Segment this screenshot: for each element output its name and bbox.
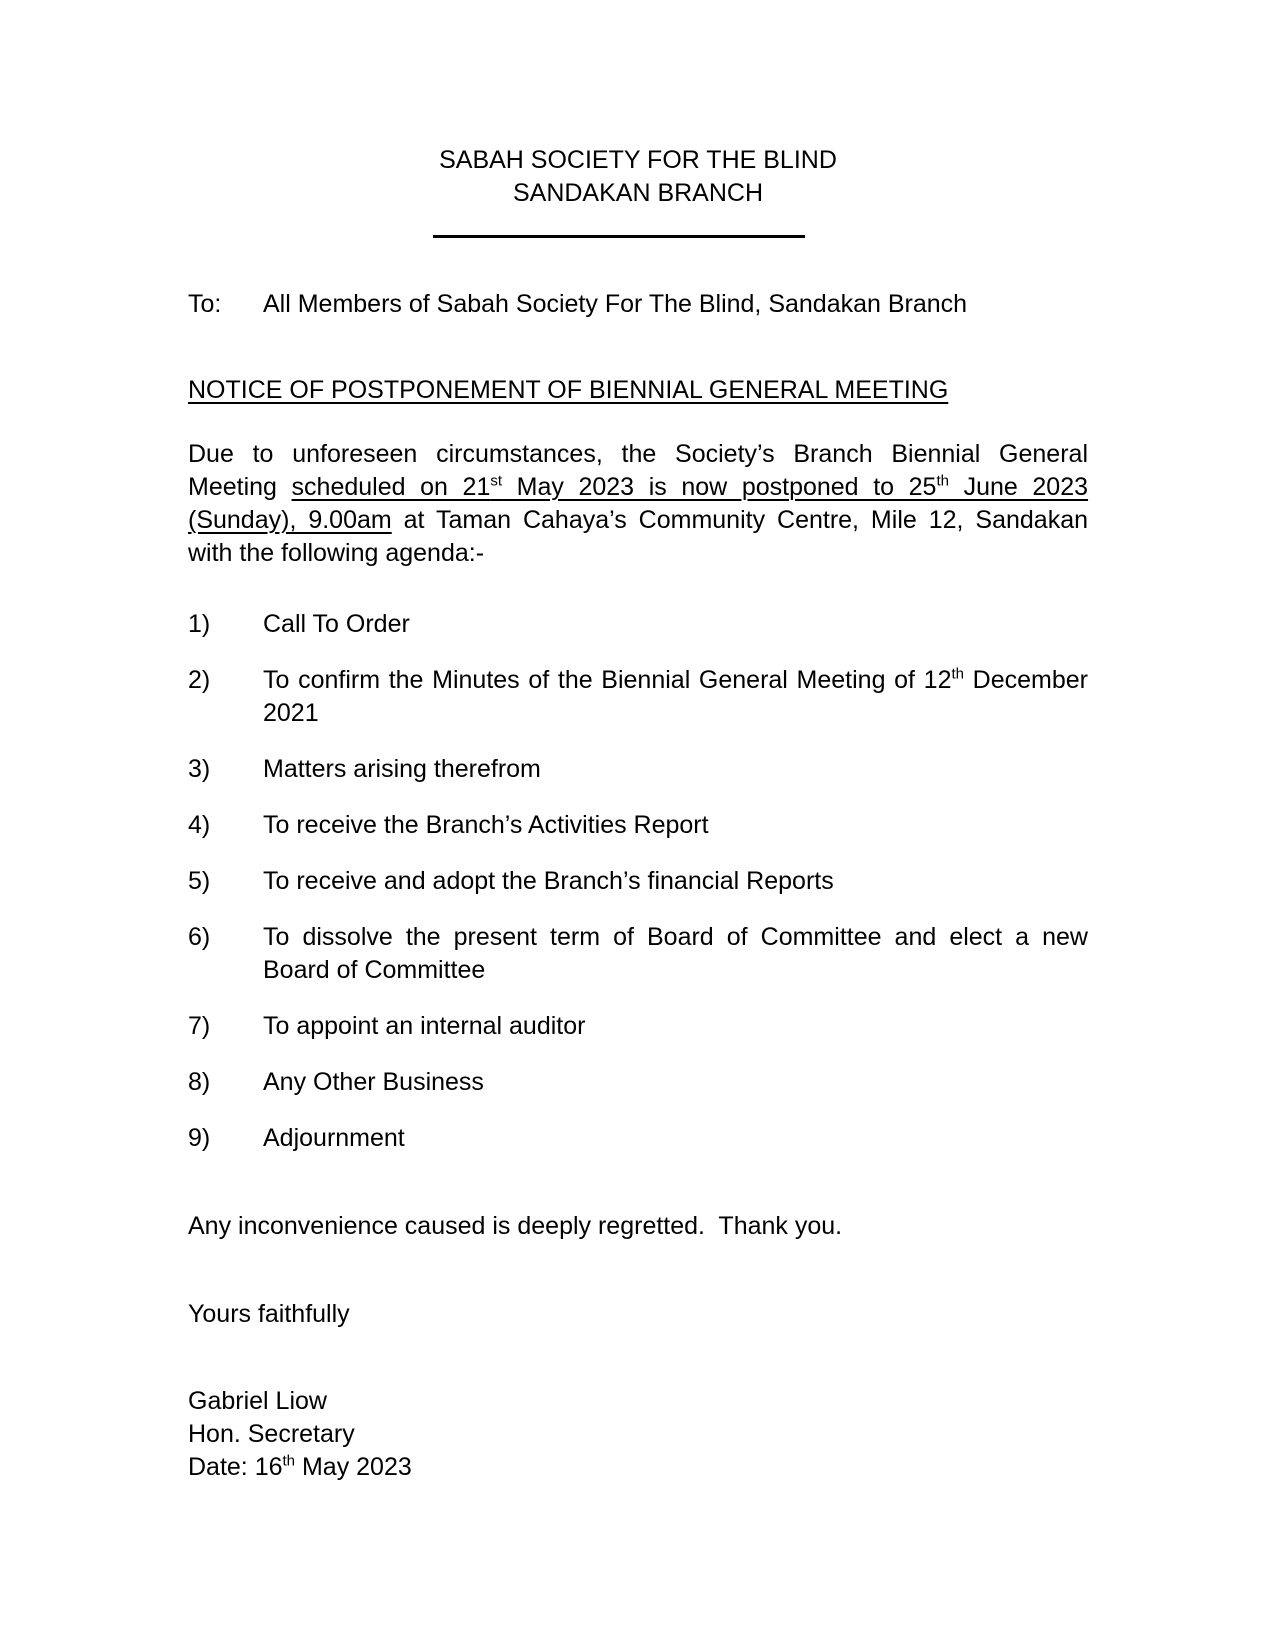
org-name: SABAH SOCIETY FOR THE BLIND [439,146,837,174]
agenda-item-number: 6) [188,923,211,951]
recipient-label: To: [188,290,222,318]
signatory-name: Gabriel Liow [188,1387,327,1415]
agenda-item [188,608,1088,641]
branch-name: SANDAKAN BRANCH [512,179,764,207]
agenda-item [188,865,1088,898]
recipient-line [188,288,1088,321]
apology-line: Any inconvenience caused is deeply regretted. Thank you. [188,1212,843,1240]
agenda-item [188,1122,1088,1155]
header-divider [433,235,805,238]
agenda-item-text: To receive and adopt the Branch’s financial Reports [263,867,834,895]
agenda-item-number: 1) [188,610,211,638]
agenda-item-text: To dissolve the present term of Board of Committee and elect a new Board of Committee [263,923,1088,984]
agenda-list [188,608,1088,1155]
agenda-item-text: Call To Order [263,610,410,638]
agenda-item-number: 5) [188,867,211,895]
subject-heading: NOTICE OF POSTPONEMENT OF BIENNIAL GENERAL MEETING [188,376,949,404]
signature-block [188,1385,1088,1484]
agenda-item [188,753,1088,786]
agenda-item [188,921,1088,987]
date-line: Date: 16th May 2023 [188,1452,412,1481]
agenda-item-number: 2) [188,666,211,694]
agenda-item-text: Matters arising therefrom [263,755,541,783]
agenda-item-number: 4) [188,811,211,839]
recipient-value: All Members of Sabah Society For The Blind, Sandakan Branch [263,290,968,318]
agenda-item [188,664,1088,730]
agenda-item-number: 9) [188,1124,211,1152]
agenda-item [188,809,1088,842]
agenda-item-text: To appoint an internal auditor [263,1012,586,1040]
letterhead [188,144,1088,238]
agenda-item [188,1066,1088,1099]
valediction: Yours faithfully [188,1300,350,1328]
agenda-item-text: Adjournment [263,1124,405,1152]
signatory-title: Hon. Secretary [188,1420,355,1448]
agenda-item-text: To confirm the Minutes of the Biennial General Meeting of 12th December 2021 [263,665,1088,727]
agenda-item-number: 3) [188,755,211,783]
agenda-item-number: 7) [188,1012,211,1040]
agenda-item-text: Any Other Business [263,1068,484,1096]
agenda-item-text: To receive the Branch’s Activities Report [263,811,709,839]
body-paragraph: Due to unforeseen circumstances, the Society’s Branch Biennial General Meeting scheduled on 21st May 2023 is now postponed to 25th June 2023 (Sunday), 9.00am at Taman Cahaya’s Community Centre, Mile 12, Sandakan with the following agenda:- [188,440,1089,567]
agenda-item [188,1010,1088,1043]
agenda-item-number: 8) [188,1068,211,1096]
